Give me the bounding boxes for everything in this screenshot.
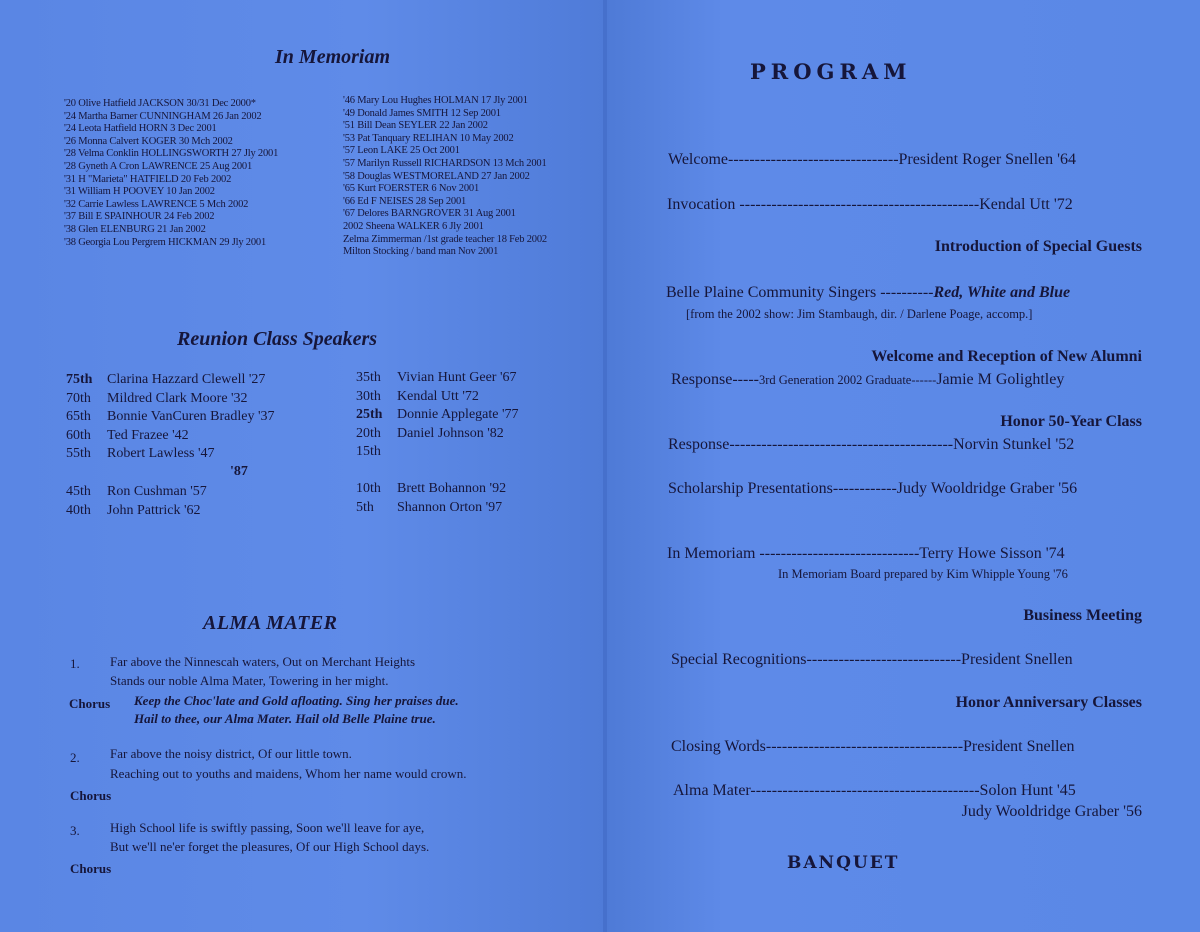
- verse-line: But we'll ne'er forget the pleasures, Of our High School days.: [110, 839, 430, 854]
- memoriam-entry: '28 Gyneth A Cron LAWRENCE 25 Aug 2001: [64, 160, 252, 172]
- verse-number: 1.: [70, 656, 80, 671]
- speaker-name: John Pattrick '62: [107, 502, 201, 518]
- memoriam-entry: '38 Georgia Lou Pergrem HICKMAN 29 Jly 2001: [64, 236, 267, 248]
- chorus-line: Keep the Choc'late and Gold afloating. Sing her praises due.: [134, 693, 459, 708]
- program-closing: Closing Words-------------------------------------President Snellen: [671, 738, 1075, 755]
- speaker-row: [66, 390, 275, 409]
- speaker-row: [356, 425, 519, 444]
- speaker-name: Daniel Johnson '82: [397, 425, 504, 441]
- memoriam-entry: '38 Glen ELENBURG 21 Jan 2002: [64, 223, 206, 235]
- memoriam-entry: '65 Kurt FOERSTER 6 Nov 2001: [343, 183, 480, 195]
- speakers-col2: [356, 369, 519, 462]
- memoriam-entry: '51 Bill Dean SEYLER 22 Jan 2002: [343, 120, 488, 132]
- speaker-year: 10th: [356, 481, 381, 496]
- verse-line: Far above the noisy district, Of our little town.: [110, 746, 352, 761]
- response-name: Jamie M Golightley: [936, 371, 1065, 388]
- memoriam-entry: '32 Carrie Lawless LAWRENCE 5 Mch 2002: [64, 198, 249, 210]
- memoriam-entry: '57 Marilyn Russell RICHARDSON 13 Mch 2001: [343, 157, 547, 169]
- speaker-name: Kendal Utt '72: [397, 388, 479, 404]
- alma-title: ALMA MATER: [203, 612, 338, 634]
- speakers-col1: [66, 371, 275, 464]
- program-special-guests: Introduction of Special Guests: [934, 238, 1142, 255]
- memoriam-entry: '58 Douglas WESTMORELAND 27 Jan 2002: [343, 170, 530, 182]
- speaker-row: [356, 388, 519, 407]
- verse-line: High School life is swiftly passing, Soon we'll leave for aye,: [110, 820, 425, 835]
- program-alma-2: Judy Wooldridge Graber '56: [961, 803, 1142, 820]
- speaker-year: 15th: [356, 444, 381, 459]
- speaker-row: [356, 443, 519, 462]
- speaker-row: [66, 445, 275, 464]
- speaker-name: Robert Lawless '47: [107, 446, 215, 461]
- speaker-name: Brett Bohannon '92: [397, 481, 507, 496]
- memoriam-entry: '31 William H POOVEY 10 Jan 2002: [64, 186, 215, 198]
- verse-number: 3.: [70, 823, 80, 838]
- memoriam-col1: [64, 98, 278, 249]
- memoriam-entry: '66 Ed F NEISES 28 Sep 2001: [343, 195, 467, 207]
- speaker-year: 70th: [66, 390, 91, 406]
- memoriam-entry: '37 Bill E SPAINHOUR 24 Feb 2002: [64, 211, 215, 223]
- memoriam-entry: '31 H "Marieta" HATFIELD 20 Feb 2002: [64, 173, 232, 185]
- memoriam-entry: '67 Delores BARNGROVER 31 Aug 2001: [343, 208, 516, 220]
- speaker-year: 5th: [356, 499, 374, 515]
- speaker-name: Donnie Applegate '77: [397, 407, 519, 422]
- memoriam-entry: '46 Mary Lou Hughes HOLMAN 17 Jly 2001: [343, 95, 528, 106]
- program-recognitions: Special Recognitions-----------------------------President Snellen: [671, 651, 1073, 668]
- program-scholarship: Scholarship Presentations------------Judy Wooldridge Graber '56: [668, 480, 1078, 497]
- speaker-year: 65th: [66, 409, 91, 424]
- speaker-year: 20th: [356, 425, 381, 441]
- speaker-name: Ron Cushman '57: [107, 484, 207, 499]
- memoriam-entry: '24 Leota Hatfield HORN 3 Dec 2001: [64, 123, 217, 135]
- memoriam-entry: '24 Martha Barner CUNNINGHAM 26 Jan 2002: [64, 110, 262, 122]
- response-label: Response-----: [671, 371, 759, 388]
- response-role: 3rd Generation 2002 Graduate------: [758, 373, 937, 387]
- speaker-name: Clarina Hazzard Clewell '27: [107, 372, 266, 387]
- speaker-year: 60th: [66, 427, 91, 443]
- speaker-year: 55th: [66, 446, 91, 461]
- program-anniversary: Honor Anniversary Classes: [955, 694, 1142, 711]
- singers-name: Belle Plaine Community Singers ----------: [666, 284, 934, 301]
- speaker-row: [66, 483, 207, 502]
- program-new-alumni: Welcome and Reception of New Alumni: [871, 348, 1142, 365]
- verse-line: Reaching out to youths and maidens, Whom her name would crown.: [110, 766, 467, 781]
- singers-note: [from the 2002 show: Jim Stambaugh, dir. / Darlene Poage, accomp.]: [686, 307, 1033, 321]
- speaker-row: [66, 408, 275, 427]
- speaker-name: Shannon Orton '97: [397, 499, 503, 515]
- page-fold: [603, 0, 607, 932]
- memoriam-entry: '26 Monna Calvert KOGER 30 Mch 2002: [64, 135, 233, 147]
- speaker-row: [356, 406, 519, 425]
- speakers-col2-lower: [356, 480, 506, 517]
- memoriam-entry: '28 Velma Conklin HOLLINGSWORTH 27 Jly 2001: [64, 148, 279, 160]
- program-business: Business Meeting: [1023, 607, 1142, 624]
- speaker-year: 25th: [356, 407, 383, 422]
- speaker-name: Bonnie VanCuren Bradley '37: [107, 409, 275, 424]
- banquet-title: BANQUET: [787, 853, 900, 873]
- memoriam-col2: [343, 95, 547, 259]
- program-response-2: Response------------------------------------------Norvin Stunkel '52: [668, 436, 1075, 453]
- memoriam-entry: Milton Stocking / band man Nov 2001: [343, 246, 499, 258]
- program-response-1: [671, 371, 1064, 389]
- verse-line: Stands our noble Alma Mater, Towering in her might.: [110, 673, 389, 688]
- speaker-row: [66, 371, 275, 390]
- chorus-label: Chorus: [70, 788, 112, 803]
- speaker-row: [356, 499, 506, 518]
- program-title: PROGRAM: [750, 59, 912, 84]
- program-singers: [666, 284, 1070, 302]
- speaker-name: Ted Frazee '42: [107, 427, 189, 443]
- stray-year: '87: [230, 464, 248, 479]
- speaker-year: 40th: [66, 502, 91, 518]
- memoriam-note: In Memoriam Board prepared by Kim Whipple Young '76: [778, 567, 1068, 581]
- speakers-col1-lower: [66, 483, 207, 520]
- speaker-year: 75th: [66, 372, 93, 387]
- memoriam-entry: 2002 Sheena WALKER 6 Jly 2001: [343, 220, 484, 232]
- verse-number: 2.: [70, 750, 80, 765]
- memoriam-entry: '20 Olive Hatfield JACKSON 30/31 Dec 2000*: [64, 98, 256, 109]
- memoriam-entry: '53 Pat Tanquary RELIHAN 10 May 2002: [343, 132, 514, 144]
- speaker-year: 35th: [356, 370, 381, 385]
- memoriam-title: In Memoriam: [275, 46, 391, 68]
- program-invocation: Invocation ---------------------------------------------Kendal Utt '72: [667, 196, 1073, 213]
- speakers-title: Reunion Class Speakers: [177, 328, 378, 350]
- speaker-row: [66, 502, 207, 521]
- speaker-row: [356, 480, 506, 499]
- chorus-line: Hail to thee, our Alma Mater. Hail old Belle Plaine true.: [134, 711, 436, 726]
- singers-song: Red, White and Blue: [933, 284, 1071, 301]
- speaker-row: [66, 427, 275, 446]
- speaker-year: 30th: [356, 388, 381, 404]
- speaker-name: Mildred Clark Moore '32: [107, 390, 248, 406]
- program-welcome: Welcome--------------------------------President Roger Snellen '64: [668, 151, 1077, 168]
- program-honor-50: Honor 50-Year Class: [1000, 413, 1142, 430]
- memoriam-entry: '49 Donald James SMITH 12 Sep 2001: [343, 107, 501, 119]
- speaker-year: 45th: [66, 484, 91, 499]
- memoriam-entry: '57 Leon LAKE 25 Oct 2001: [343, 145, 460, 157]
- verse-line: Far above the Ninnescah waters, Out on Merchant Heights: [110, 654, 416, 669]
- chorus-label: Chorus: [70, 861, 112, 876]
- chorus-label: Chorus: [69, 696, 111, 711]
- speaker-name: Vivian Hunt Geer '67: [397, 370, 517, 385]
- program-alma: Alma Mater-------------------------------------------Solon Hunt '45: [673, 782, 1076, 799]
- program-memoriam: In Memoriam ------------------------------Terry Howe Sisson '74: [667, 545, 1065, 562]
- speaker-row: [356, 369, 519, 388]
- memoriam-entry: Zelma Zimmerman /1st grade teacher 18 Feb 2002: [343, 233, 547, 245]
